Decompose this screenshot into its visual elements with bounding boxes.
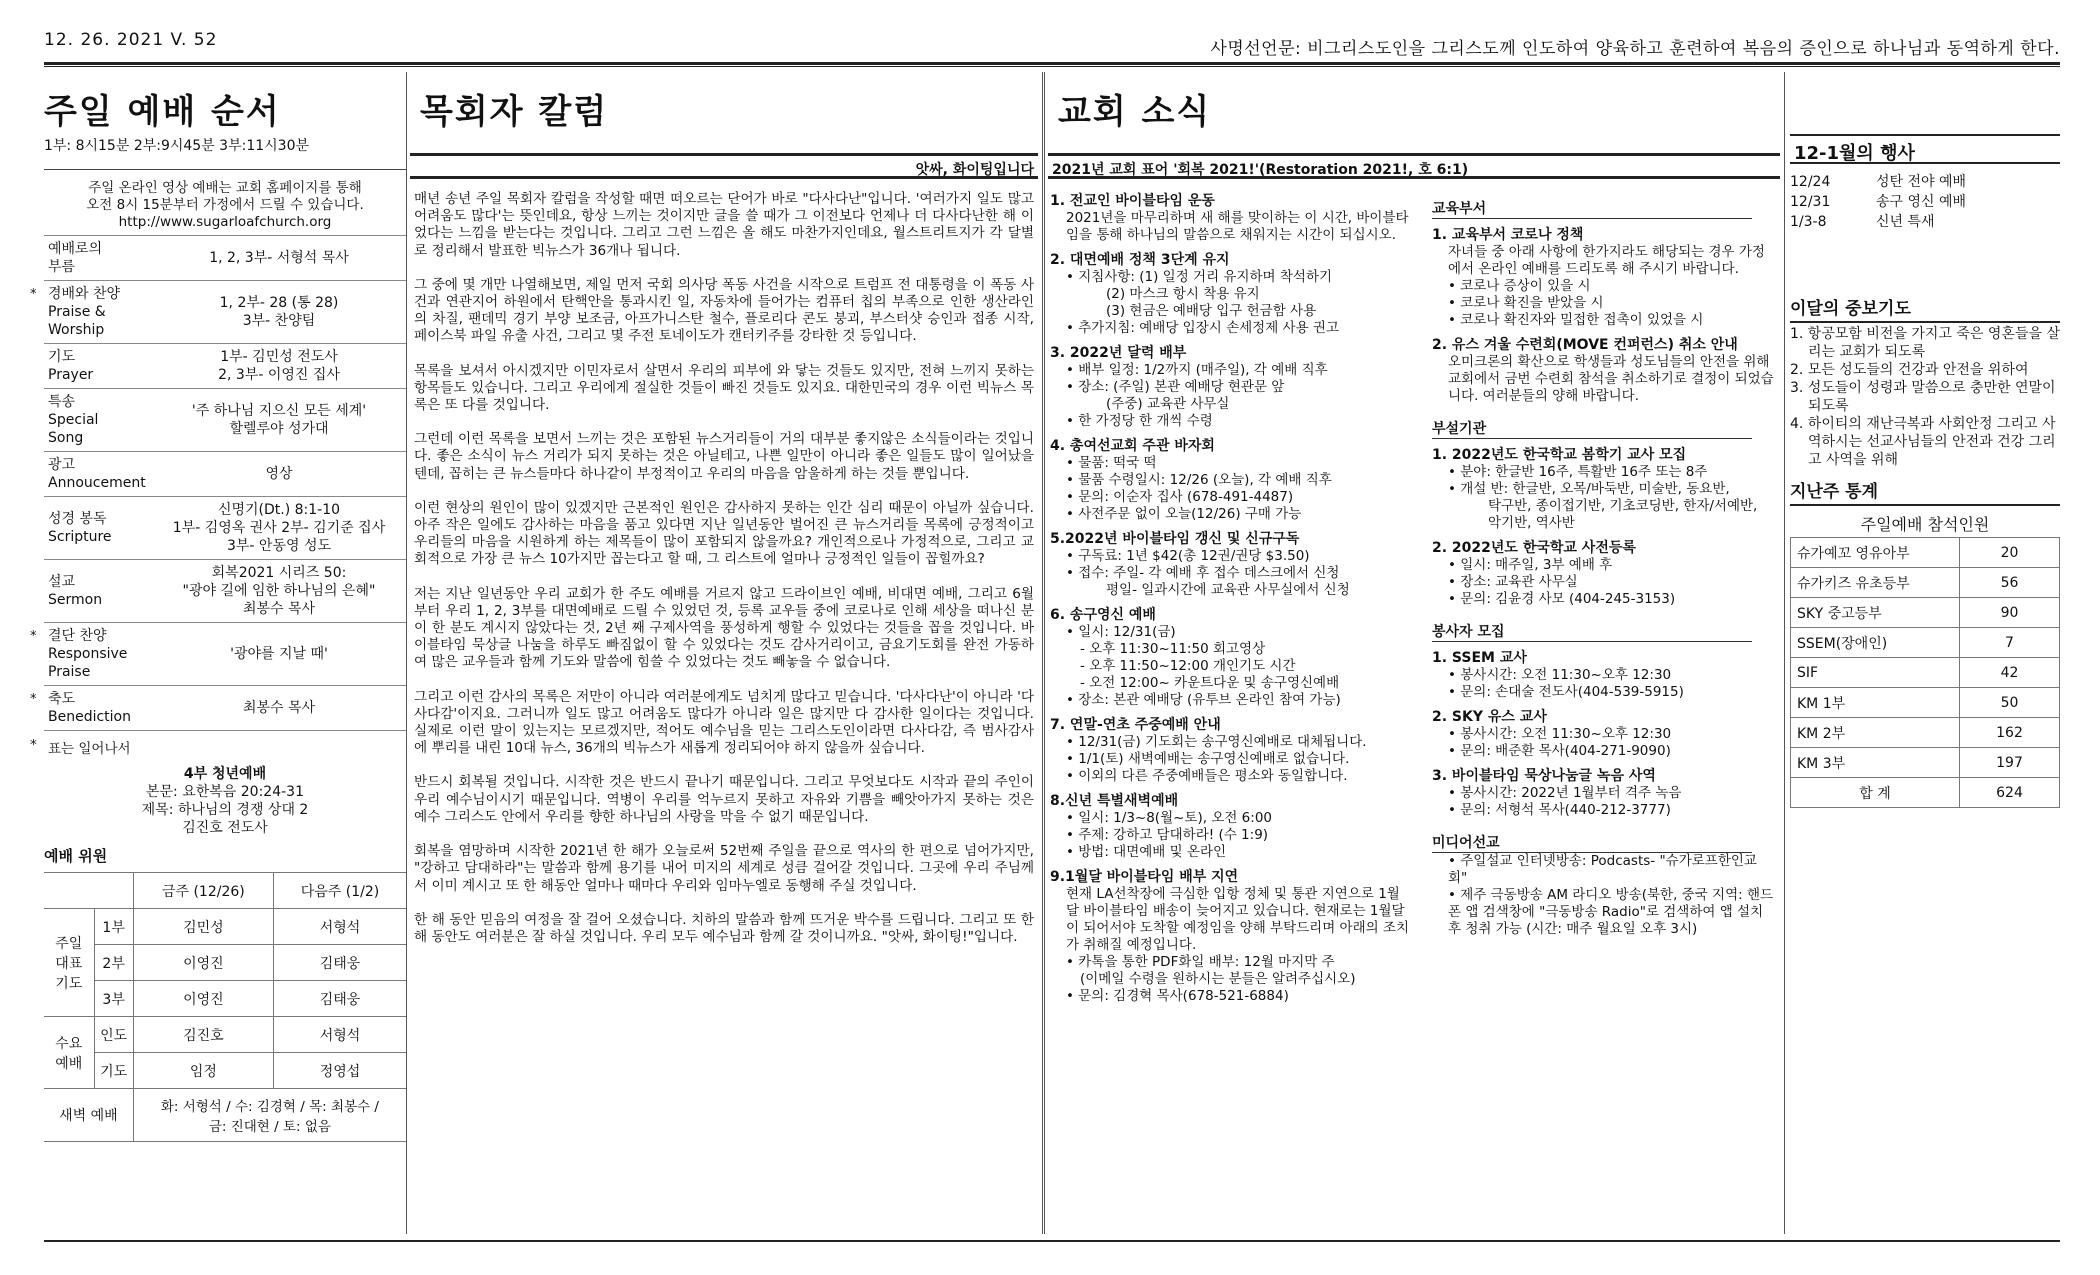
events-title: 12-1월의 행사 (1794, 143, 1915, 164)
column-paragraph: 그리고 이런 감사의 목록은 저만이 아니라 여러분에게도 넘치게 많다고 믿습니다. '다사다난'이 아니라 '다사다감'이지요. 그러니까 일도 많고 어려움도 많다가 아니라 일은 많지만 다 감사한 일이다는 것입니다. 실제로 이런 말이 있는지는 모르겠지만, 적어도 예수님을 믿는 그리스도인이라면 다사다감, 즉 범사감사에 뿌리를 내린 10대 뉴스, 36개의 빅뉴스가 새롭게 정리되어야 하지 않을까 싶습니다. (414, 688, 1034, 757)
issue-date: 12. 26. 2021 V. 52 (44, 30, 218, 50)
youth-line: 제목: 하나님의 경쟁 상대 2 (141, 802, 309, 818)
stats-label: SKY 중고등부 (1791, 598, 1960, 628)
stats-count: 197 (1960, 748, 2060, 778)
order-value: 최봉수 목사 (242, 700, 316, 716)
news-line: • 접수: 주일- 각 예배 후 접수 데스크에서 신청 (1066, 565, 1340, 581)
news-line: • 주제: 강하고 담대하라! (수 1:9) (1066, 827, 1269, 843)
stats-label: KM 2부 (1791, 718, 1960, 748)
news-left (1050, 185, 1412, 1005)
news-line: • 코로나 확진자와 밀접한 접촉이 있었을 시 (1448, 312, 1704, 328)
stats-count: 42 (1960, 658, 2060, 688)
news-line: (3) 현금은 예배당 입구 헌금함 사용 (1106, 303, 1317, 319)
stats-count: 56 (1960, 568, 2060, 598)
news-line: 자녀들 중 아래 사항에 한가지라도 해당되는 경우 가정에서 온라인 예배를 드리도록 해 주시기 바랍니다. (1448, 244, 1765, 277)
news-line: (2) 마스크 항시 착용 유지 (1106, 286, 1260, 302)
stats-row (1791, 568, 2060, 598)
duty-cell: 2부 (94, 945, 133, 981)
order-value: 신명기(Dt.) 8:1-10 1부- 김영옥 권사 2부- 김기준 집사 3부- 안동영 성도 (172, 502, 386, 554)
duty-cell: 김진호 (133, 1017, 273, 1053)
stats-label: KM 3부 (1791, 748, 1960, 778)
order-label: 예배로의 부름 (48, 241, 103, 275)
event-name: 신년 특새 (1876, 214, 1935, 230)
events-bar (1790, 134, 2060, 164)
duty-header: 다음주 (1/2) (273, 873, 406, 909)
stats-row (1791, 628, 2060, 658)
prayer-item: 3. 성도들이 성령과 말씀으로 충만한 연말이 되도록 (1790, 380, 2056, 414)
news-line: 2021년을 마무리하며 새 해를 맞이하는 이 시간, 바이블타임을 통해 하나님의 말씀으로 채워지는 시간이 되십시오. (1066, 210, 1409, 243)
order-row (44, 560, 406, 623)
news-line: • 12/31(금) 기도회는 송구영신예배로 대체됩니다. (1066, 734, 1367, 750)
news-line: (이메일 수령을 원하시는 분들은 알려주십시오) (1080, 971, 1356, 987)
order-row (44, 344, 406, 389)
news-heading: 8.신년 특별새벽예배 (1050, 793, 1179, 809)
duty-cell: 이영진 (133, 945, 273, 981)
news-line: • 문의: 이순자 집사 (678-491-4487) (1066, 489, 1294, 505)
youth-title: 4부 청년예배 (183, 766, 267, 782)
news-section-header: 봉사자 모집 (1432, 624, 1752, 642)
youth-service (44, 765, 406, 837)
news-line: • 문의: 배준환 목사(404-271-9090) (1448, 743, 1671, 759)
order-label: 기도 Prayer (48, 349, 94, 383)
stats-count: 50 (1960, 688, 2060, 718)
order-value: 1, 2부- 28 (통 28) 3부- 찬양팀 (219, 295, 339, 329)
news-line: 오미크론의 확산으로 학생들과 성도님들의 안전을 위해 교회에서 금번 수련회 참석을 취소하기로 결정이 되었습니다. 여러분들의 양해 바랍니다. (1448, 354, 1774, 404)
duty-cell: 1부 (94, 909, 133, 945)
news-line: • 장소: 교육관 사무실 (1448, 574, 1578, 590)
order-row (44, 452, 406, 497)
column-paragraph: 한 해 동안 믿음의 여정을 잘 걸어 오셨습니다. 치하의 말씀과 함께 뜨거운 박수를 드립니다. 그리고 또 한 해 동안도 여러분은 잘 하실 것입니다. 우리 모두 예수님과 함께 갈 것이니까요. "앗싸, 화이팅!"입니다. (414, 911, 1034, 945)
news-line: • 지침사항: (1) 일정 거리 유지하며 착석하기 (1066, 269, 1333, 285)
prayer-title: 이달의 중보기도 (1790, 294, 2060, 323)
order-row (30, 281, 406, 344)
news-line: • 1/1(토) 새벽예배는 송구영신예배로 없습니다. (1066, 751, 1350, 767)
motto-bar (1048, 153, 1780, 179)
news-line: • 코로나 확진을 받았을 시 (1448, 295, 1604, 311)
church-website-link[interactable]: http://www.sugarloafchurch.org (118, 214, 332, 230)
stats-row (1791, 688, 2060, 718)
pastor-column (410, 72, 1038, 1234)
event-date: 1/3-8 (1790, 214, 1827, 230)
event-item (1790, 172, 2060, 192)
order-row (44, 236, 406, 281)
news-line: • 배부 일정: 1/2까지 (매주일), 각 예배 직후 (1066, 362, 1328, 378)
column-divider (1784, 72, 1785, 1234)
news-heading: 7. 연말-연초 주중예배 안내 (1050, 717, 1221, 733)
order-label: 축도 Benediction (48, 691, 131, 725)
mission-statement: 사명선언문: 비그리스도인을 그리스도께 인도하여 양육하고 훈련하여 복음의 증인으로 하나님과 동역하게 한다. (1210, 39, 2060, 59)
event-date: 12/24 (1790, 174, 1831, 190)
news-line: • 분야: 한글반 16주, 특활반 16주 또는 8주 (1448, 464, 1708, 480)
news-heading: 2. 2022년도 한국학교 사전등록 (1432, 540, 1636, 556)
column-paragraph: 반드시 회복될 것입니다. 시작한 것은 반드시 끝나기 때문입니다. 그리고 무엇보다도 시작과 끝의 주인이 우리 예수님이시기 때문입니다. 역병이 우리를 억누르지 못하고 자유와 기쁨을 빼앗아가지 못하는 것은 예수 그리스도 안에서 우리를 향한 하나님의 사랑을 막을 수 없기 때문입니다. (414, 774, 1034, 825)
prayer-list (1790, 325, 2060, 469)
duty-cell: 이영진 (133, 981, 273, 1017)
news-line: • 문의: 김윤경 사모 (404-245-3153) (1448, 591, 1676, 607)
top-rule-thin (44, 66, 2060, 67)
column-subtitle: 앗싸, 화이팅입니다 (915, 162, 1034, 178)
stats-title: 지난주 통계 (1790, 477, 2060, 506)
note-text: 표는 일어나서 (48, 741, 131, 757)
dawn-label: 새벽 예배 (44, 1089, 133, 1142)
column-body (410, 191, 1038, 946)
order-label: 결단 찬양 Responsive Praise (48, 628, 128, 680)
news-line: • 봉사시간: 오전 11:30~오후 12:30 (1448, 726, 1672, 742)
news-line: • 방법: 대면예배 및 온라인 (1066, 844, 1227, 860)
event-item (1790, 212, 2060, 232)
star-icon: * (30, 287, 37, 302)
top-rule (44, 62, 2060, 65)
news-line: • 코로나 증상이 있을 시 (1448, 278, 1591, 294)
order-label: 설교 Sermon (48, 574, 103, 608)
news-line: • 봉사시간: 2022년 1월부터 격주 녹음 (1448, 785, 1682, 801)
news-heading: 9.1월달 바이블타임 배부 지연 (1050, 869, 1239, 885)
stats-count: 7 (1960, 628, 2060, 658)
news-line: - 오전 12:00~ 카운트다운 및 송구영신예배 (1080, 675, 1340, 691)
column-paragraph: 이런 현상의 원인이 많이 있겠지만 근본적인 원인은 감사하지 못하는 인간 심리 때문이 아닐까 싶습니다. 아주 작은 일에도 감사하는 마음을 품고 있다면 지난 일년동안 벌어진 큰 뉴스거리들 목록에 긍정적이고 우리들의 마음을 시원하게 하는 제목들이 많이 포함되지 않을까요? 개인적으로나 가정적으로, 그리고 교회적으로 가장 큰 뉴스 10가지만 꼽는다고 할 때, 그 리스트에 얼마나 긍정적인 일들이 꼽힐까요? (414, 499, 1034, 568)
stats-count: 90 (1960, 598, 2060, 628)
duty-cell: 정영섭 (273, 1053, 406, 1089)
stats-row (1791, 718, 2060, 748)
news-heading: 2. 대면예배 정책 3단계 유지 (1050, 252, 1230, 268)
news-heading: 5.2022년 바이블타임 갱신 및 신규구독 (1050, 531, 1300, 547)
order-value: '주 하나님 지으신 모든 세계' 할렐루야 성가대 (191, 403, 367, 437)
news-line: • 추가지침: 예배당 입장시 손세정제 사용 권고 (1066, 320, 1339, 336)
column-paragraph: 회복을 염망하며 시작한 2021년 한 해가 오늘로써 52번째 주일을 끝으로 역사의 한 편으로 넘어가지만, "강하고 담대하라"는 말씀과 함께 용기를 내어 미지의 세계로 성큼 걸어갈 것입니다. 그곳에 우리 주님께서 이미 계시고 또 한 해동안 얼마나 때마다 우리와 임마누엘로 동행해 주실 것입니다. (414, 843, 1034, 894)
column-paragraph: 그런데 이런 목록을 보면서 느끼는 것은 포함된 뉴스거리들이 거의 대부분 좋지않은 소식들이라는 것입니다. 좋은 소식이 뉴스 거리가 되지 못하는 것은 아닐테고, 나쁜 일만이 아니라 좋은 일들도 많이 일어났을텐데, 꼽히는 큰 뉴스들마다 하나같이 부정적이고 우리의 마음을 암울하게 하는 것들 뿐입니다. (414, 431, 1034, 482)
duty-cell: 김태웅 (273, 981, 406, 1017)
news-line: - 오후 11:50~12:00 개인기도 시간 (1080, 658, 1296, 674)
column-subtitle-bar (410, 153, 1038, 179)
online-intro (44, 180, 406, 231)
church-news-column (1048, 72, 1780, 1234)
stats-row (1791, 778, 2060, 808)
star-icon: * (30, 737, 37, 753)
news-line: • 사전주문 없이 오늘(12/26) 구매 가능 (1066, 506, 1302, 522)
news-line: • 구독료: 1년 $42(총 12권/권당 $3.50) (1066, 548, 1310, 564)
duty-cell: 3부 (94, 981, 133, 1017)
order-label: 경배와 찬양 Praise & Worship (48, 286, 121, 338)
news-line: • 장소: 본관 예배당 (유투브 온라인 참여 가능) (1066, 692, 1341, 708)
order-row (30, 623, 406, 686)
duty-cell: 김민성 (133, 909, 273, 945)
news-section-header: 교육부서 (1432, 201, 1752, 219)
duty-table (44, 872, 406, 1142)
stats-row (1791, 538, 2060, 568)
youth-line: 김진호 전도사 (182, 820, 268, 836)
prayer-item: 4. 하이티의 재난극복과 사회안정 그리고 사역하시는 선교사님들의 안전과 건강 그리고 사역을 위해 (1790, 416, 2056, 468)
stats-label: SSEM(장애인) (1791, 628, 1960, 658)
news-heading: 1. SSEM 교사 (1432, 650, 1527, 666)
news-line: • 봉사시간: 오전 11:30~오후 12:30 (1448, 667, 1672, 683)
attendance-table (1790, 537, 2060, 808)
worship-order-column (30, 72, 406, 1234)
news-heading: 1. 전교인 바이블타임 운동 (1050, 193, 1215, 209)
event-name: 성탄 전야 예배 (1876, 174, 1967, 190)
news-line: • 문의: 서형석 목사(440-212-3777) (1448, 802, 1671, 818)
news-heading: 4. 총여선교회 주관 바자회 (1050, 438, 1215, 454)
intro-line: 주일 온라인 영상 예배는 교회 홈페이지를 통해 (88, 180, 362, 196)
order-value: '광야를 지날 때' (230, 646, 328, 662)
news-heading: 6. 송구영신 예배 (1050, 607, 1156, 623)
prayer-item: 1. 항공모함 비전을 가지고 죽은 영혼들을 살리는 교회가 되도록 (1790, 326, 2060, 360)
order-label: 광고 Annoucement (48, 457, 146, 491)
news-line: • 이외의 다른 주중예배들은 평소와 동일합니다. (1066, 768, 1348, 784)
order-row (44, 497, 406, 560)
stats-label: 슈가키즈 유초등부 (1791, 568, 1960, 598)
order-row (30, 686, 406, 731)
standing-note (30, 737, 406, 757)
stats-count: 20 (1960, 538, 2060, 568)
duty-header: 금주 (12/26) (133, 873, 273, 909)
news-heading: 2. SKY 유스 교사 (1432, 709, 1547, 725)
duty-cell: 서형석 (273, 909, 406, 945)
news-line: • 물품: 떡국 떡 (1066, 455, 1157, 471)
star-icon: * (30, 692, 37, 707)
duty-title: 예배 위원 (44, 847, 108, 865)
bottom-rule (44, 1240, 2060, 1242)
column-paragraph: 목록을 보셔서 아시겠지만 이민자로서 살면서 우리의 피부에 와 닿는 것들도 있지만, 전혀 느끼지 못하는 항목들도 있습니다. 그리고 우리에게 절실한 것들이 빠진 것들도 있지요. 대한민국의 경우 이런 빅뉴스 목록은 또 다를 것입니다. (414, 362, 1034, 414)
order-value: 1, 2, 3부- 서형석 목사 (209, 250, 349, 266)
news-heading: 1. 2022년도 한국학교 봄학기 교사 모집 (1432, 447, 1687, 463)
news-line: • 일시: 1/3~8(월~토), 오전 6:00 (1066, 810, 1273, 826)
news-line: • 장소: (주일) 본관 예배당 현관문 앞 (1066, 379, 1285, 395)
stats-row (1791, 658, 2060, 688)
news-line: 탁구반, 종이접기반, 기초코딩반, 한자/서예반, (1488, 498, 1758, 514)
worship-order-box (30, 169, 406, 1142)
worship-order-title: 주일 예배 순서 (44, 92, 281, 132)
order-row (44, 389, 406, 452)
column-divider (406, 72, 407, 1234)
column-paragraph: 그 중에 몇 개만 나열해보면, 제일 먼저 국회 의사당 폭동 사건을 시작으로 트럼프 전 대통령을 이 폭동 사건과 연관지어 하원에서 탄핵안을 통과시킨 일, 자동차에 들어가는 컴퓨터 칩의 부족으로 인한 생산라인의 차질, 팬데믹 경기 부양 보조금, 아프가니스탄 철수, 플로리다 콘도 붕괴, 부스터샷 승인과 접종 시작, 페이스북 파일 유출 사건, 그리고 몇 주전 토네이도가 캔터키주를 강타한 것 등입니다. (414, 276, 1034, 345)
news-line: • 물품 수령일시: 12/26 (오늘), 각 예배 직후 (1066, 472, 1332, 488)
event-name: 송구 영신 예배 (1876, 194, 1967, 210)
news-line: - 오후 11:30~11:50 회고영상 (1080, 641, 1266, 657)
events-column (1790, 72, 2060, 1234)
column-paragraph: 저는 지난 일년동안 우리 교회가 한 주도 예배를 거르지 않고 드라이브인 예배, 비대면 예배, 그리고 6월부터 우리 1, 2, 3부를 대면예배로 드릴 수 있었던 것, 등록 교우들 중에 코로나로 인해 세상을 떠나신 분이 한 분도 계시지 않았다는 것, 2년 째 구제사역을 풍성하게 행할 수 있었다는 것들을 꼽을 것입니다. 바이블타임 묵상글 나눔을 하루도 빠짐없이 할 수 있었다는 것도 감사거리이고, 금요기도회를 완전 가동하여 많은 교우들과 함께 기도와 말씀에 힘쓸 수 있었다는 것도 빼놓을 수 없습니다. (414, 585, 1034, 671)
top-bar (44, 30, 2060, 62)
duty-corner (44, 873, 133, 909)
stats-header: 주일예배 참석인원 (1860, 515, 1990, 534)
duty-cell: 김태웅 (273, 945, 406, 981)
order-label: 성경 봉독 Scripture (48, 511, 112, 545)
prayer-item: 2. 모든 성도들의 건강과 안전을 위하여 (1790, 362, 2029, 378)
star-icon: * (30, 629, 37, 644)
order-value: 회복2021 시리즈 50: "광야 길에 임한 하나님의 은혜" 최봉수 목사 (182, 565, 376, 617)
news-line: 현재 LA선착장에 극심한 입항 정체 및 통관 지연으로 1월달 바이블타임 배송이 늦어지고 있습니다. 현재로는 1월달이 되어서야 도착할 예정임을 양해 부탁드리며 아래의 조치가 취해질 예정입니다. (1066, 886, 1410, 953)
stats-count: 162 (1960, 718, 2060, 748)
event-date: 12/31 (1790, 194, 1831, 210)
stats-label: 슈가예꼬 영유아부 (1791, 538, 1960, 568)
news-line: • 카톡을 통한 PDF화일 배부: 12월 마지막 주 (1066, 954, 1335, 970)
stats-row (1791, 598, 2060, 628)
stats-label: KM 1부 (1791, 688, 1960, 718)
news-line: • 제주 극동방송 AM 라디오 방송(북한, 중국 지역: 핸드폰 앱 검색창에 "극동방송 Radio"로 검색하여 앱 설치 후 청취 가능 (시간: 매주 월요일 오후 3시) (1448, 887, 1774, 937)
news-right (1432, 185, 1774, 938)
news-section-header: 미디어선교 (1432, 835, 1752, 853)
news-heading: 3. 바이블타임 묵상나눔글 녹음 사역 (1432, 768, 1656, 784)
news-line: • 개설 반: 한글반, 오목/바둑반, 미술반, 동요반, (1448, 481, 1730, 497)
youth-line: 본문: 요한복음 20:24-31 (146, 784, 304, 800)
duty-cell: 인도 (94, 1017, 133, 1053)
news-heading: 2. 유스 겨울 수련회(MOVE 컨퍼런스) 취소 안내 (1432, 337, 1738, 353)
column-title: 목회자 칼럼 (420, 92, 609, 132)
dawn-duty: 화: 서형석 / 수: 김경혁 / 목: 최봉수 / 금: 진대현 / 토: 없음 (133, 1089, 406, 1142)
news-line: • 문의: 김경혁 목사(678-521-6884) (1066, 988, 1289, 1004)
news-line: 악기반, 역사반 (1488, 515, 1575, 531)
duty-group: 주일 대표 기도 (44, 909, 94, 1017)
stats-row (1791, 748, 2060, 778)
news-heading: 3. 2022년 달력 배부 (1050, 345, 1187, 361)
duty-group: 수요 예배 (44, 1017, 94, 1089)
news-line: 평일- 일과시간에 교육관 사무실에서 신청 (1106, 582, 1350, 598)
news-line: • 일시: 매주일, 3부 예배 후 (1448, 557, 1613, 573)
news-line: • 한 가정당 한 개씩 수령 (1066, 413, 1213, 429)
news-section-header: 부설기관 (1432, 421, 1752, 439)
news-line: (주중) 교육관 사무실 (1106, 396, 1230, 412)
news-heading: 1. 교육부서 코로나 정책 (1432, 227, 1584, 243)
duty-cell: 임정 (133, 1053, 273, 1089)
news-line: • 주일설교 인터넷방송: Podcasts- "슈가로프한인교회" (1448, 853, 1757, 886)
stats-count: 624 (1960, 778, 2060, 808)
duty-cell: 서형석 (273, 1017, 406, 1053)
order-rows (30, 235, 406, 731)
church-motto: 2021년 교회 표어 '회복 2021!'(Restoration 2021!, 호 6:1) (1052, 162, 1469, 178)
stats-label: 합 계 (1791, 778, 1960, 808)
column-paragraph: 매년 송년 주일 목회자 칼럼을 작성할 때면 떠오르는 단어가 바로 "다사다난"입니다. '여러가지 일도 많고 어려움도 많다'는 뜻인데요, 항상 느끼는 것이지만 글을 쓸 때가 그 이전보다 언제나 더 다사다난한 해 이었다는 느낌을 받는다는 것입니다. 그리고 그런 느낌은 올 해도 마찬가지인데요, 월스트리트지가 각 달별로 정리해서 발표한 빅뉴스가 36개나 됩니다. (414, 191, 1034, 259)
service-times: 1부: 8시15분 2부:9시45분 3부:11시30분 (44, 138, 310, 154)
order-value: 1부- 김민성 전도사 2, 3부- 이영진 집사 (218, 349, 340, 383)
duty-cell: 기도 (94, 1053, 133, 1089)
event-item (1790, 192, 2060, 212)
intro-line: 오전 8시 15분부터 가정에서 드릴 수 있습니다. (86, 197, 364, 213)
news-line: • 문의: 손대술 전도사(404-539-5915) (1448, 684, 1684, 700)
order-value: 영상 (265, 466, 293, 482)
news-title: 교회 소식 (1058, 92, 1212, 132)
news-line: • 일시: 12/31(금) (1066, 624, 1176, 640)
order-label: 특송 Special Song (48, 394, 99, 446)
stats-label: SIF (1791, 658, 1960, 688)
column-divider (1042, 72, 1045, 1234)
events-list (1790, 172, 2060, 232)
